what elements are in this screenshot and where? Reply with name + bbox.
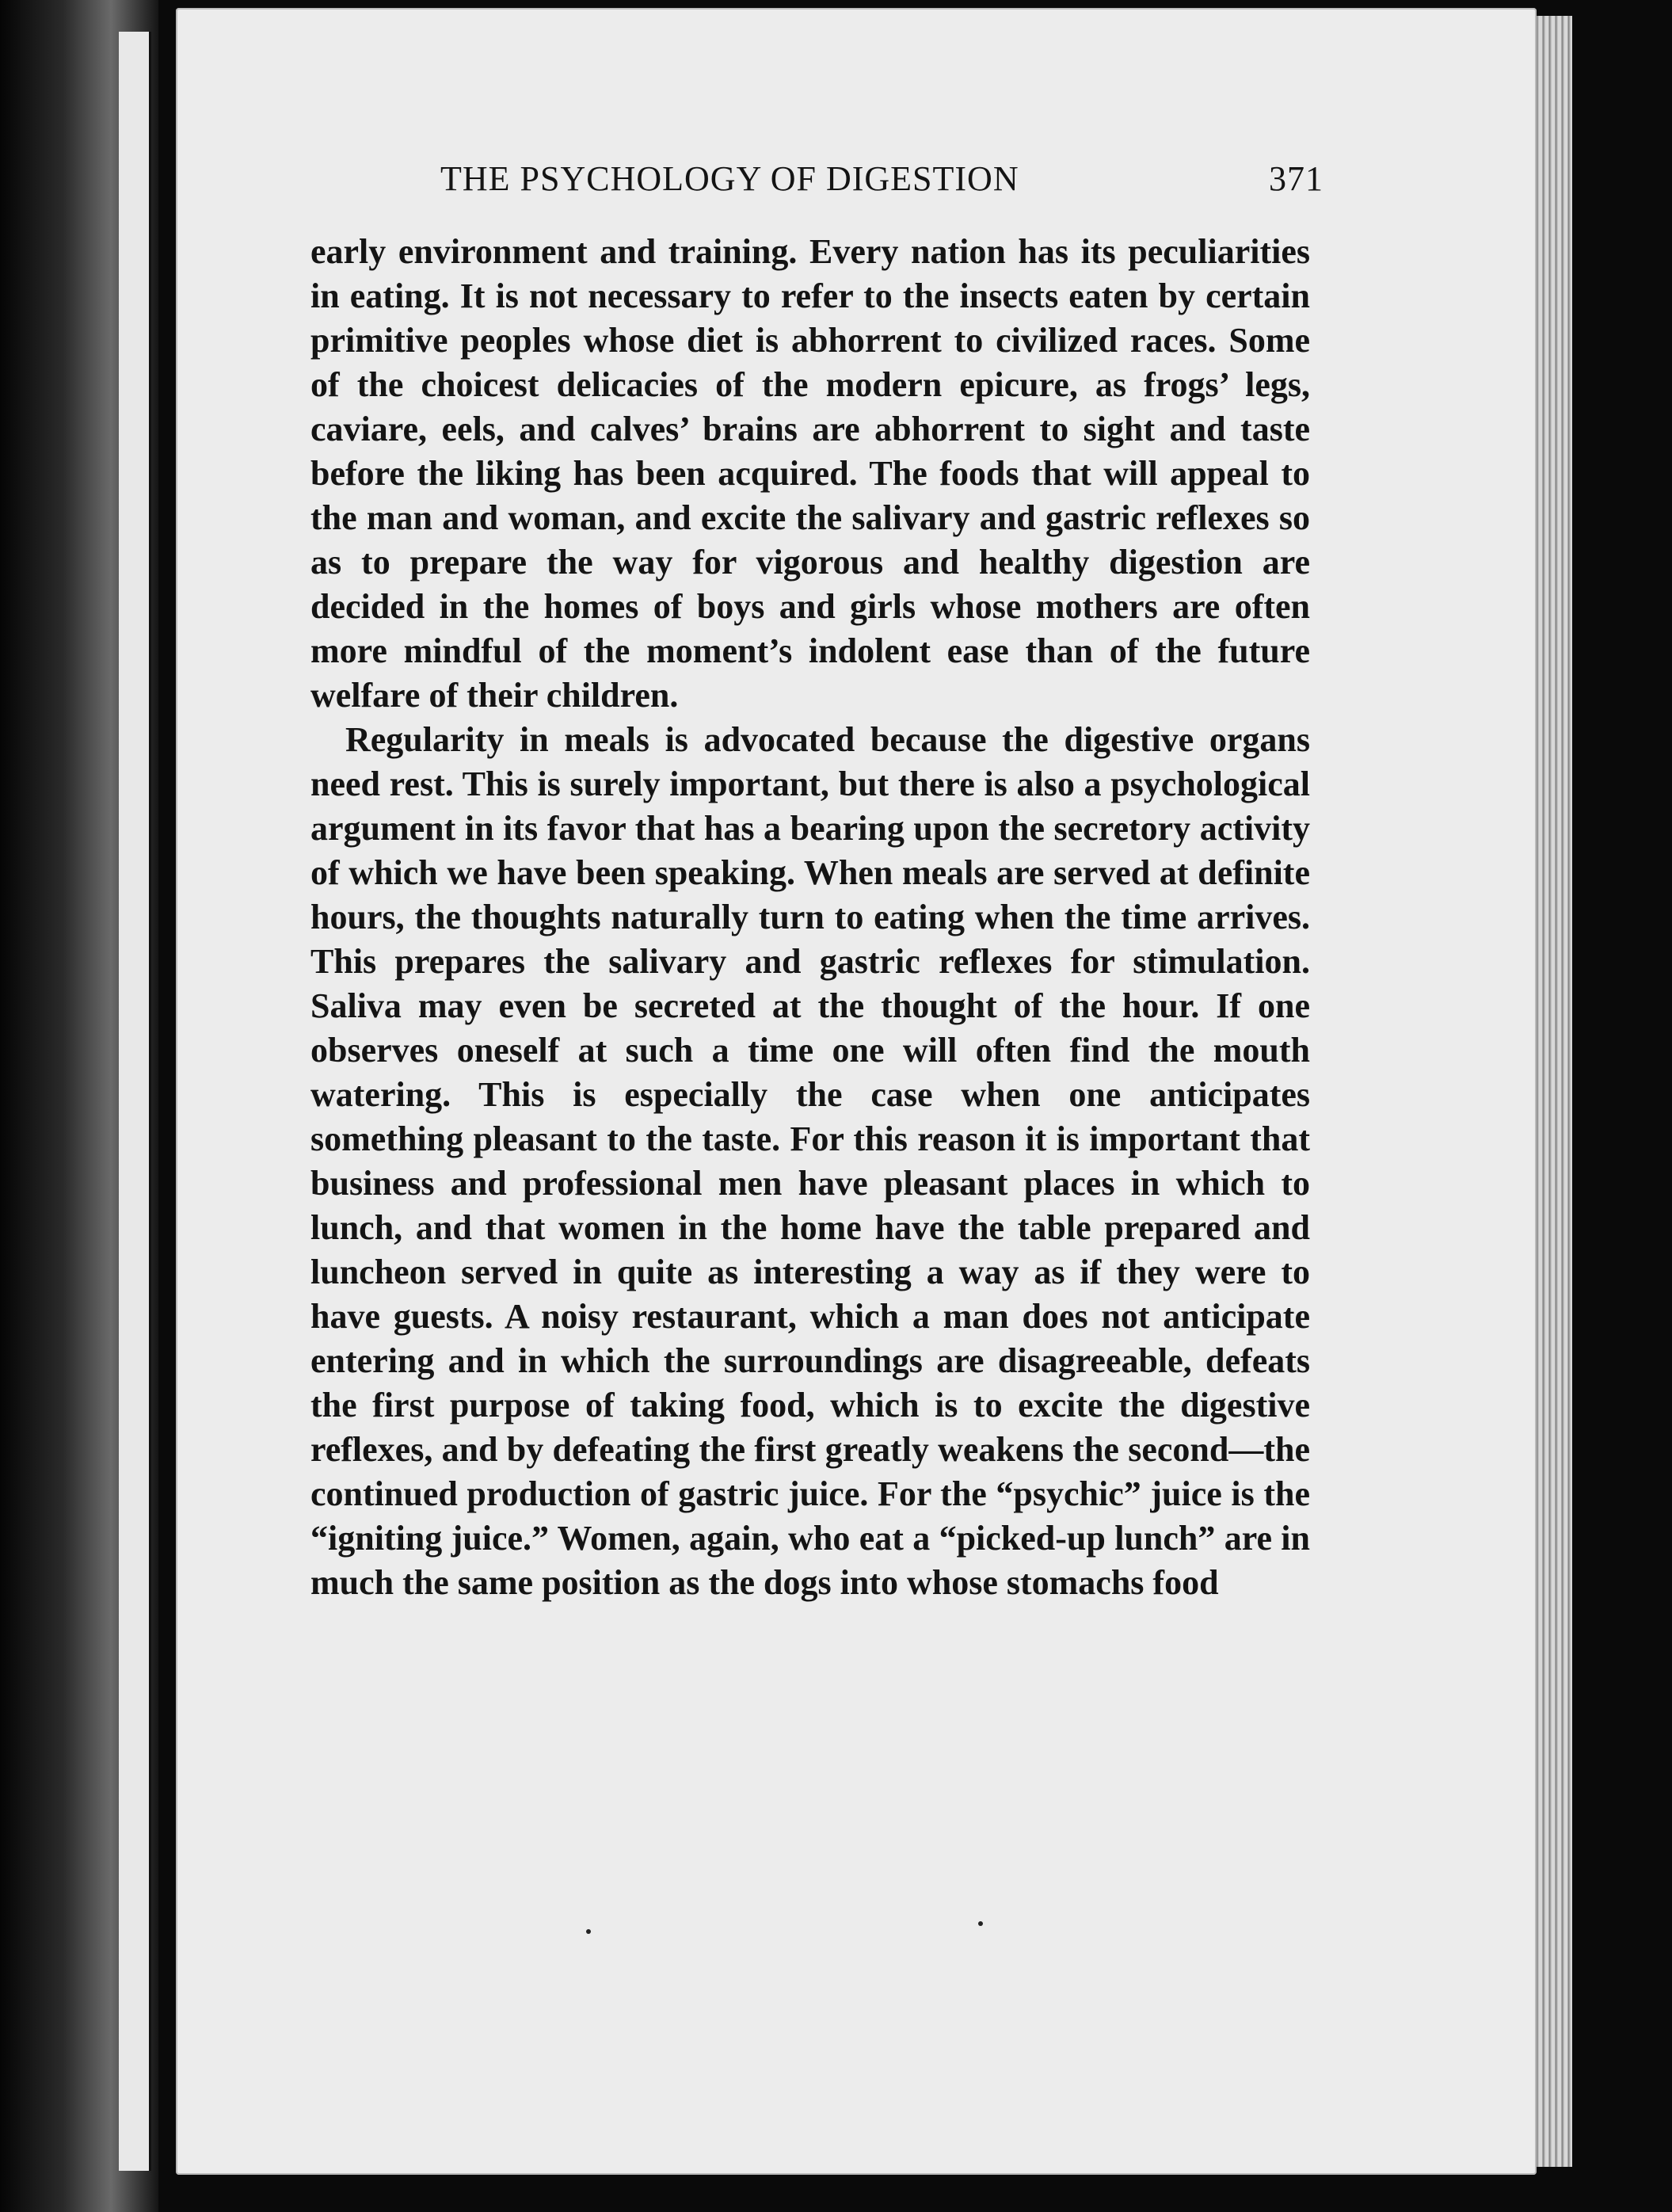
page-number: 371 [1269,159,1324,198]
page-stack-edges [1533,16,1572,2167]
running-head [440,158,1324,214]
paragraph-continued: early environment and training. Every nation has its peculiarities in eating. It is not necessary to refer to the insects eaten by certain primitive peoples whose diet is abhorrent to civilized races. Some of the choicest delicacies of the modern epicure, as frogs’ legs, caviare, eels, and calves’ brains are abhorrent to sight and taste before the liking has been acquired. The foods that will appeal to the man and woman, and excite the salivary and gastric reflexes so as to prepare the way for vigorous and healthy digestion are decided in the homes of boys and girls whose mothers are often more mindful of the moment’s indolent ease than of the future welfare of their children. [310,232,1310,715]
speck [586,1929,591,1934]
body-text [310,230,1310,1605]
scan-specks [586,1921,998,1945]
running-title: THE PSYCHOLOGY OF DIGESTION [440,159,1019,198]
paragraph-regularity: Regularity in meals is advocated because the digestive organs need rest. This is surely important, but there is also a psychological argument in its favor that has a bearing upon the secretory activity of which we have been speaking. When meals are served at definite hours, the thoughts naturally turn to eating when the time arrives. This prepares the salivary and gastric reflexes for stimulation. Saliva may even be secreted at the thought of the hour. If one observes oneself at such a time one will often find the mouth watering. This is especially the case when one anticipates something pleasant to the taste. For this reason it is important that business and professional men have pleasant places in which to lunch, and that women in the home have the table prepared and luncheon served in quite as interesting a way as if they were to have guests. A noisy restaurant, which a man does not anticipate entering and in which the surroundings are disagreeable, defeats the first purpose of taking food, which is to excite the digestive reflexes, and by defeating the first greatly weakens the second—the continued production of gastric juice. For the “psychic” juice is the “igniting juice.” Women, again, who eat a “picked-up lunch” are in much the same position as the dogs into whose stomachs food [310,720,1310,1602]
left-page-edge [119,32,151,2171]
speck [978,1921,983,1926]
